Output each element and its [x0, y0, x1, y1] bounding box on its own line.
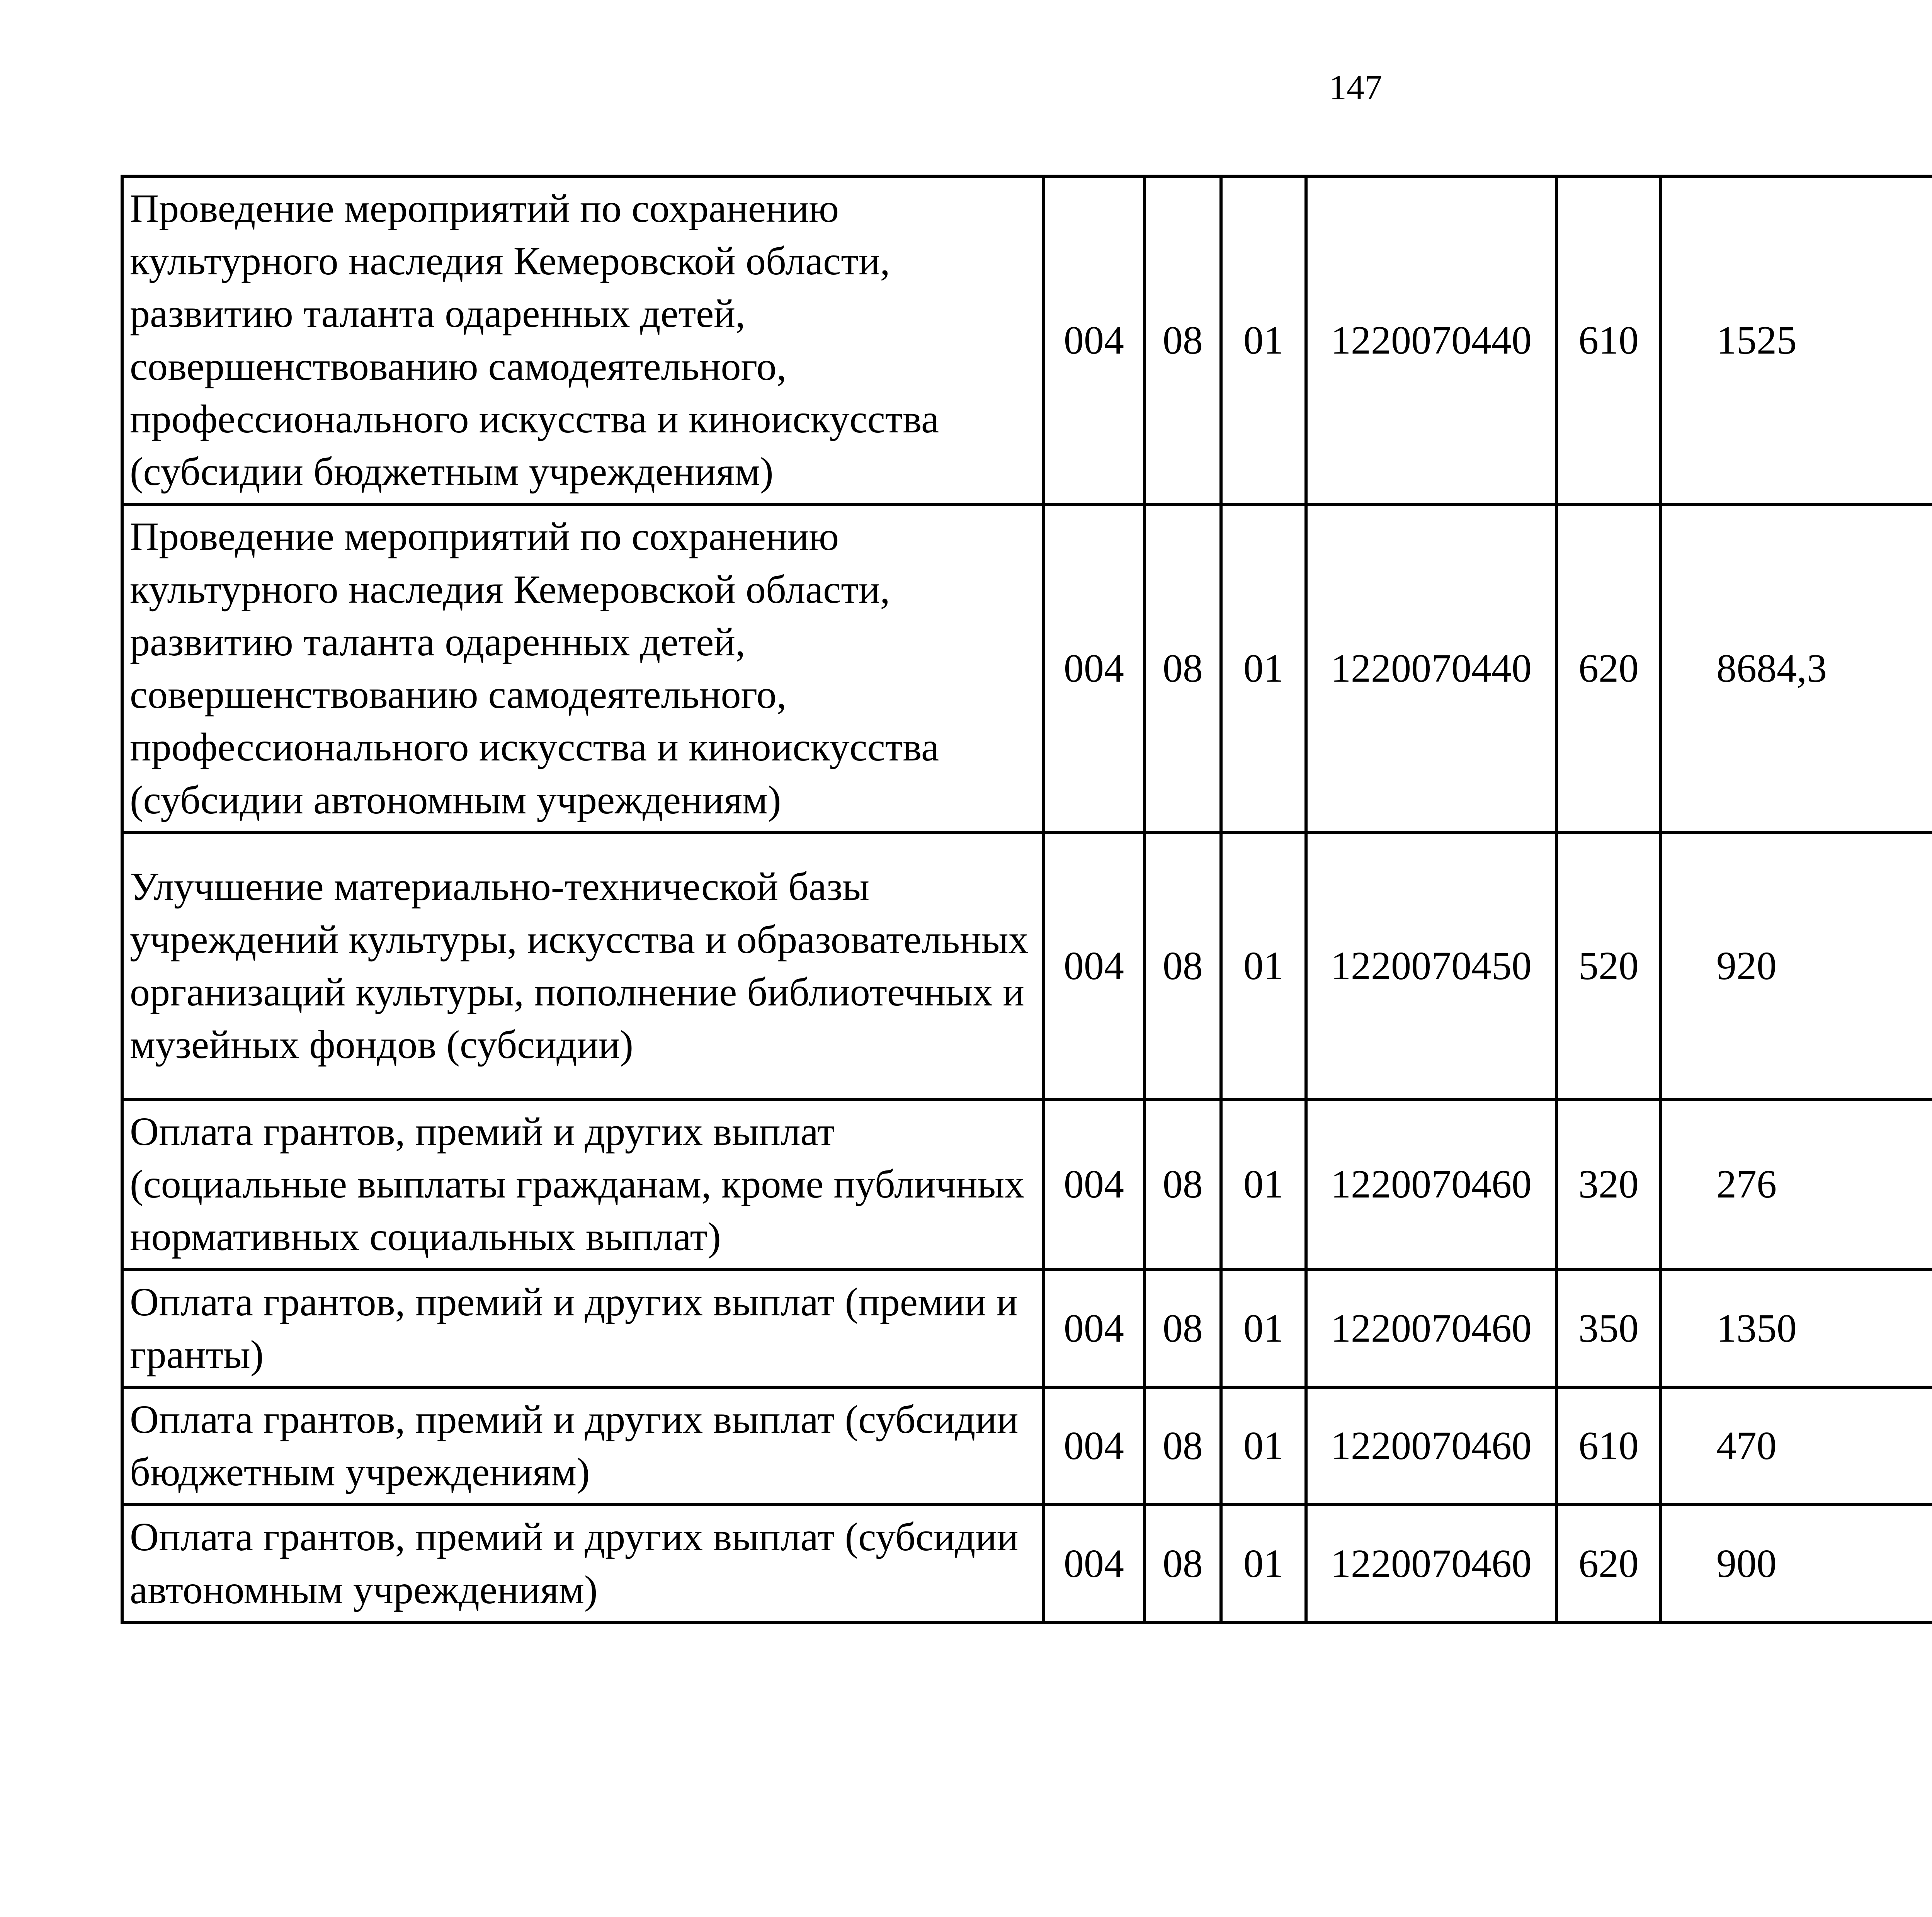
table-row — [122, 1270, 1932, 1387]
row-name-cell: Проведение мероприятий по сохранению культурного наследия Кемеровской области, развитию таланта одаренных детей, совершенствованию самодеятельного, профессионального искусства и киноискусства (субсидии автономным учреждениям) — [122, 504, 1043, 832]
section-code-cell: 08 — [1145, 504, 1221, 832]
expense-type-cell: 320 — [1556, 1099, 1661, 1270]
row-name-cell: Оплата грантов, премий и других выплат (премии и гранты) — [122, 1270, 1043, 1387]
target-article-cell: 1220070460 — [1306, 1505, 1556, 1622]
ministry-code-cell: 004 — [1043, 833, 1145, 1099]
sum-year-1-value: 1525 — [1716, 318, 1797, 362]
table-row — [122, 1387, 1932, 1505]
row-name-cell: Оплата грантов, премий и других выплат (субсидии бюджетным учреждениям) — [122, 1387, 1043, 1505]
sum-year-1-cell — [1661, 1505, 1932, 1622]
expense-type-cell: 620 — [1556, 504, 1661, 832]
row-name-cell: Улучшение материально-технической базы учреждений культуры, искусства и образовательных организаций культуры, пополнение библиотечных и музейных фондов (субсидии) — [122, 833, 1043, 1099]
subsection-code-cell: 01 — [1221, 833, 1306, 1099]
subsection-code-cell: 01 — [1221, 1099, 1306, 1270]
subsection-code-cell: 01 — [1221, 504, 1306, 832]
section-code-cell: 08 — [1145, 1387, 1221, 1505]
expense-type-cell: 610 — [1556, 176, 1661, 504]
sum-year-1-cell — [1661, 1387, 1932, 1505]
table-row — [122, 504, 1932, 832]
row-name-cell: Оплата грантов, премий и других выплат (социальные выплаты гражданам, кроме публичных нормативных социальных выплат) — [122, 1099, 1043, 1270]
row-name-cell: Проведение мероприятий по сохранению культурного наследия Кемеровской области, развитию таланта одаренных детей, совершенствованию самодеятельного, профессионального искусства и киноискусства (субсидии бюджетным учреждениям) — [122, 176, 1043, 504]
sum-year-1-value: 276 — [1716, 1162, 1777, 1207]
sum-year-1-cell — [1661, 833, 1932, 1099]
subsection-code-cell: 01 — [1221, 176, 1306, 504]
sum-year-1-cell — [1661, 176, 1932, 504]
target-article-cell: 1220070440 — [1306, 176, 1556, 504]
section-code-cell: 08 — [1145, 1099, 1221, 1270]
sum-year-1-value: 900 — [1716, 1541, 1777, 1586]
sum-year-1-cell — [1661, 1270, 1932, 1387]
ministry-code-cell: 004 — [1043, 176, 1145, 504]
table-row — [122, 1099, 1932, 1270]
sum-year-1-value: 470 — [1716, 1424, 1777, 1468]
section-code-cell: 08 — [1145, 176, 1221, 504]
table-row — [122, 1505, 1932, 1622]
section-code-cell: 08 — [1145, 1505, 1221, 1622]
target-article-cell: 1220070460 — [1306, 1099, 1556, 1270]
ministry-code-cell: 004 — [1043, 1270, 1145, 1387]
ministry-code-cell: 004 — [1043, 1505, 1145, 1622]
ministry-code-cell: 004 — [1043, 1387, 1145, 1505]
section-code-cell: 08 — [1145, 833, 1221, 1099]
sum-year-1-cell — [1661, 504, 1932, 832]
target-article-cell: 1220070460 — [1306, 1387, 1556, 1505]
sum-year-1-value: 920 — [1716, 943, 1777, 988]
expense-type-cell: 620 — [1556, 1505, 1661, 1622]
expense-type-cell: 610 — [1556, 1387, 1661, 1505]
table-row — [122, 833, 1932, 1099]
expense-type-cell: 520 — [1556, 833, 1661, 1099]
ministry-code-cell: 004 — [1043, 1099, 1145, 1270]
sum-year-1-value: 8684,3 — [1716, 646, 1827, 691]
target-article-cell: 1220070440 — [1306, 504, 1556, 832]
section-code-cell: 08 — [1145, 1270, 1221, 1387]
subsection-code-cell: 01 — [1221, 1387, 1306, 1505]
subsection-code-cell: 01 — [1221, 1270, 1306, 1387]
subsection-code-cell: 01 — [1221, 1505, 1306, 1622]
page-number: 147 — [1329, 68, 1382, 107]
target-article-cell: 1220070460 — [1306, 1270, 1556, 1387]
ministry-code-cell: 004 — [1043, 504, 1145, 832]
budget-table — [121, 175, 1932, 1624]
sum-year-1-cell — [1661, 1099, 1932, 1270]
row-name-cell: Оплата грантов, премий и других выплат (субсидии автономным учреждениям) — [122, 1505, 1043, 1622]
expense-type-cell: 350 — [1556, 1270, 1661, 1387]
table-row — [122, 176, 1932, 504]
target-article-cell: 1220070450 — [1306, 833, 1556, 1099]
sum-year-1-value: 1350 — [1716, 1306, 1797, 1351]
